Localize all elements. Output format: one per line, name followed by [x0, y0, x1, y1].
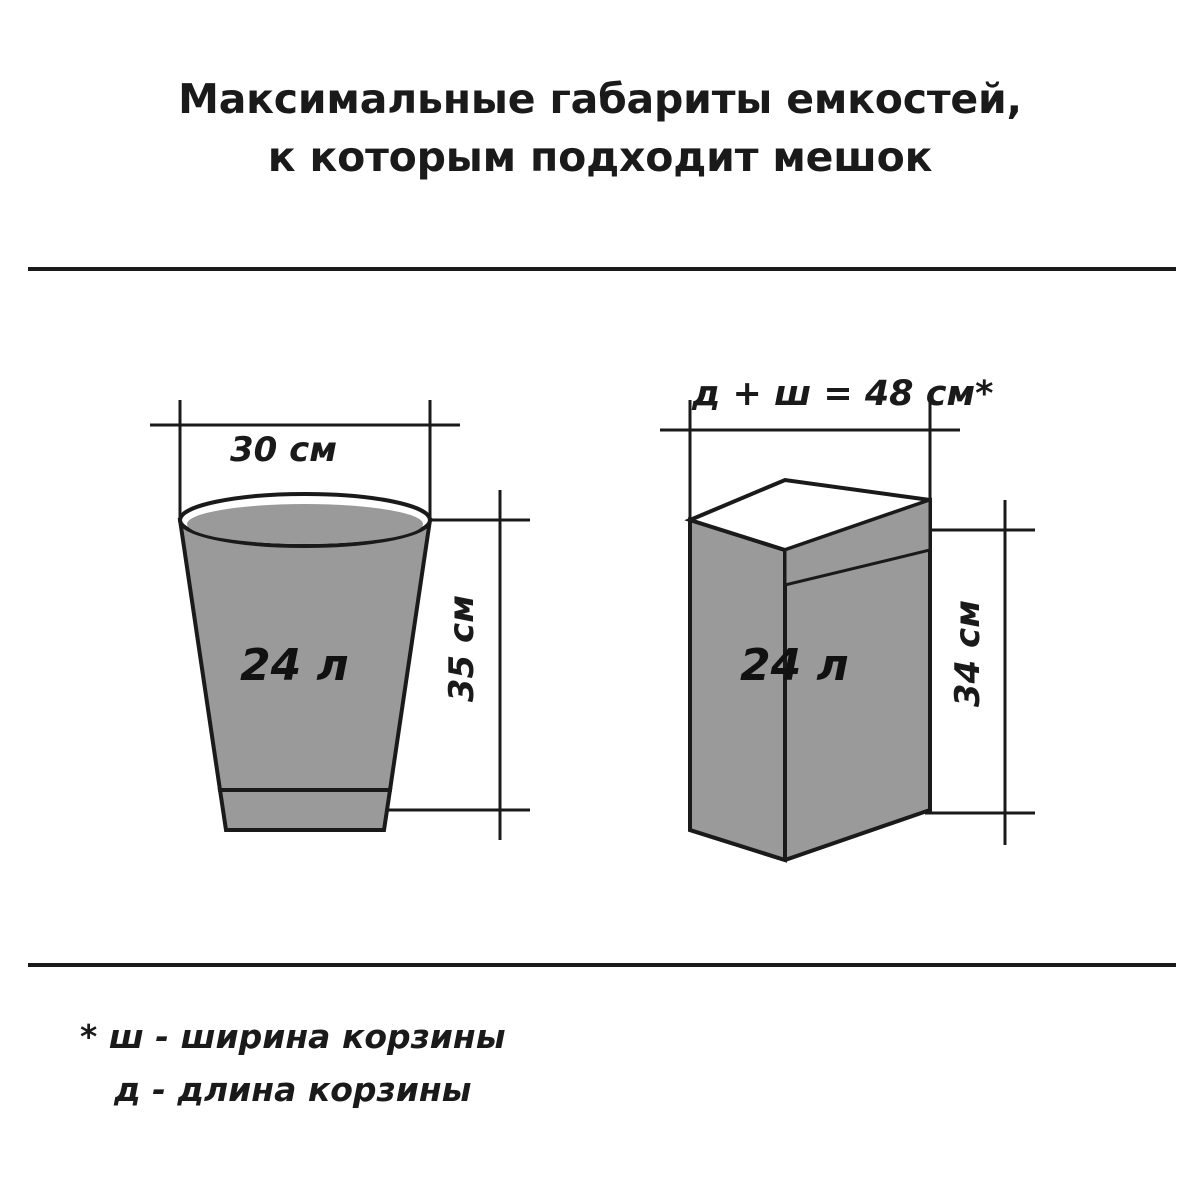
round-bin-opening: [187, 504, 423, 544]
rect-bin-volume-label: 24 л: [740, 640, 849, 691]
page-title-line-1: Максимальные габариты емкостей,: [178, 75, 1022, 123]
round-bin-height-label: 35 см: [442, 595, 482, 703]
round-bin-width-label: 30 см: [230, 430, 338, 470]
round-bin-base: [220, 790, 390, 830]
page-title-line-2: к которым подходит мешок: [267, 133, 933, 182]
rect-bin-top-label: д + ш = 48 см*: [692, 374, 994, 414]
diagram-rect-bin: [640, 370, 1080, 870]
footnote-line-1: * ш - ширина корзины: [80, 1017, 506, 1056]
diagram-round-bin: [130, 370, 570, 870]
footnote: [80, 1010, 780, 1117]
rect-bin-height-label: 34 см: [948, 600, 988, 708]
divider-top: [28, 267, 1176, 271]
round-bin-volume-label: 24 л: [240, 640, 349, 691]
rect-bin-drawing: [640, 370, 1080, 870]
divider-bottom: [28, 963, 1176, 967]
page-title: [0, 70, 1200, 186]
footnote-line-2: д - длина корзины: [114, 1070, 472, 1110]
round-bin-drawing: [130, 370, 570, 870]
